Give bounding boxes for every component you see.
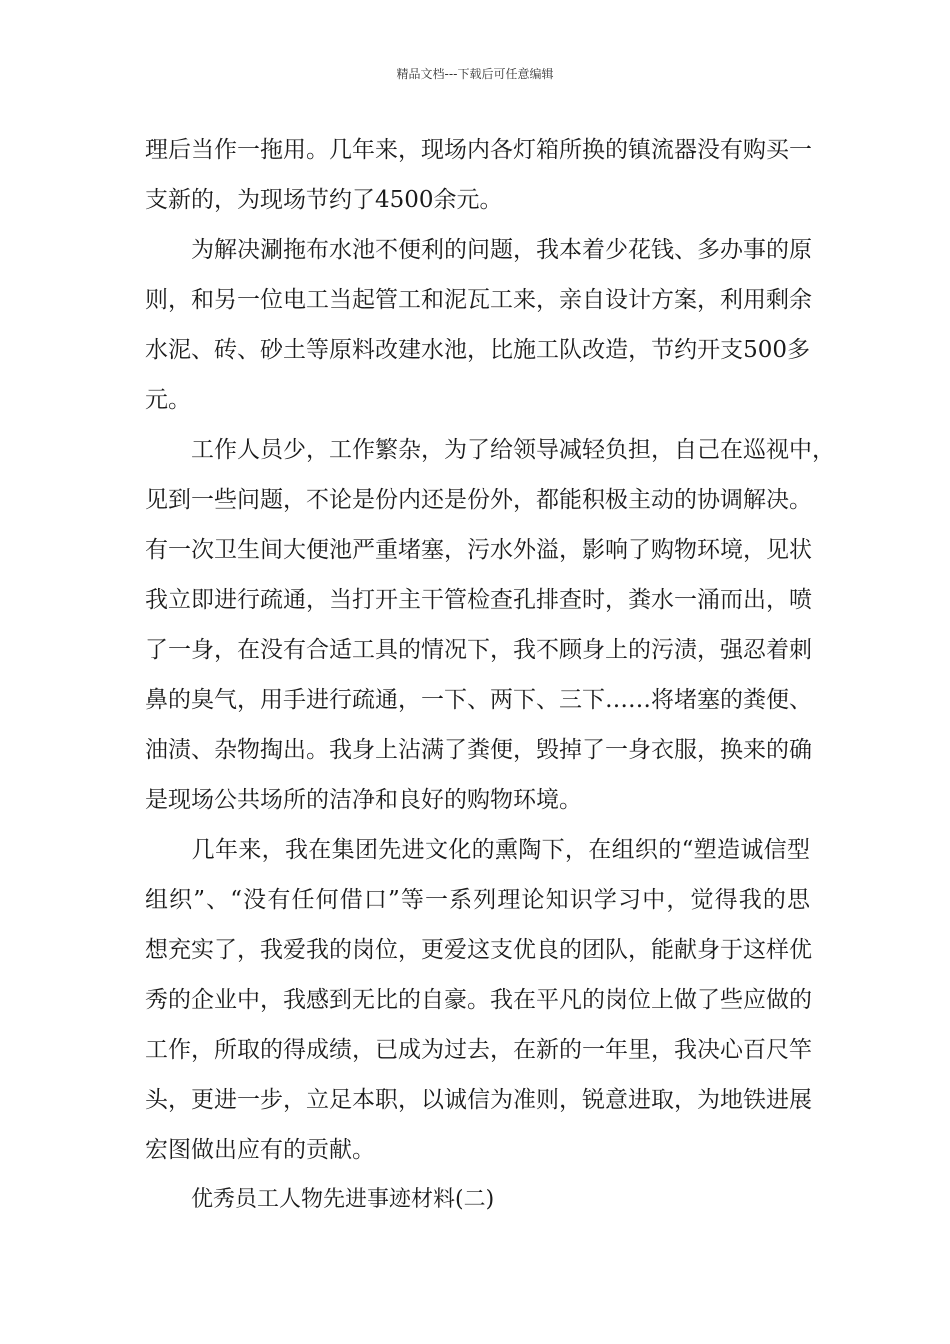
text-line: 了一身，在没有合适工具的情况下，我不顾身上的污渍，强忍着刺 bbox=[145, 637, 812, 663]
text-line: 理后当作一拖用。几年来，现场内各灯箱所换的镇流器没有购买一 bbox=[145, 137, 812, 163]
text-line: 是现场公共场所的洁净和良好的购物环境。 bbox=[145, 787, 582, 813]
text-line: 有一次卫生间大便池严重堵塞，污水外溢，影响了购物环境，见状 bbox=[145, 537, 812, 563]
paragraph-3 bbox=[145, 425, 835, 825]
page-header: 精品文档---下载后可任意编辑 bbox=[396, 67, 554, 81]
text-line: 头，更进一步，立足本职，以诚信为准则，锐意进取，为地铁进展 bbox=[145, 1087, 812, 1113]
text-line: 为解决涮拖布水池不便利的问题，我本着少花钱、多办事的原 bbox=[145, 237, 812, 263]
text-line: 水泥、砖、砂土等原料改建水池，比施工队改造，节约开支500多 bbox=[145, 337, 810, 363]
text-line: 工作，所取的得成绩，已成为过去，在新的一年里，我决心百尺竿 bbox=[145, 1037, 812, 1063]
paragraph-1 bbox=[145, 125, 810, 225]
paragraph-2 bbox=[145, 225, 810, 425]
text-line: 见到一些问题，不论是份内还是份外，都能积极主动的协调解决。 bbox=[145, 487, 812, 513]
text-line: 组织”、“没有任何借口”等一系列理论知识学习中，觉得我的思 bbox=[145, 887, 810, 913]
text-line: 我立即进行疏通，当打开主干管检查孔排查时，粪水一涌而出，喷 bbox=[145, 587, 812, 613]
text-line: 则，和另一位电工当起管工和泥瓦工来，亲自设计方案，利用剩余 bbox=[145, 287, 812, 313]
text-line: 宏图做出应有的贡献。 bbox=[145, 1137, 375, 1163]
text-line: 元。 bbox=[145, 387, 191, 413]
text-line: 几年来，我在集团先进文化的熏陶下，在组织的“塑造诚信型 bbox=[145, 837, 810, 863]
text-line: 秀的企业中，我感到无比的自豪。我在平凡的岗位上做了些应做的 bbox=[145, 987, 812, 1013]
section-title: 优秀员工人物先进事迹材料(二) bbox=[191, 1187, 495, 1212]
text-line: 工作人员少，工作繁杂，为了给领导减轻负担，自己在巡视中， bbox=[145, 437, 835, 463]
text-line: 油渍、杂物掏出。我身上沾满了粪便，毁掉了一身衣服，换来的确 bbox=[145, 737, 812, 763]
paragraph-4 bbox=[145, 825, 810, 1175]
text-line: 想充实了，我爱我的岗位，更爱这支优良的团队，能献身于这样优 bbox=[145, 937, 812, 963]
text-line: 支新的，为现场节约了4500余元。 bbox=[145, 187, 503, 213]
document-body bbox=[145, 125, 835, 1225]
text-line: 鼻的臭气，用手进行疏通，一下、两下、三下……将堵塞的粪便、 bbox=[145, 687, 812, 713]
